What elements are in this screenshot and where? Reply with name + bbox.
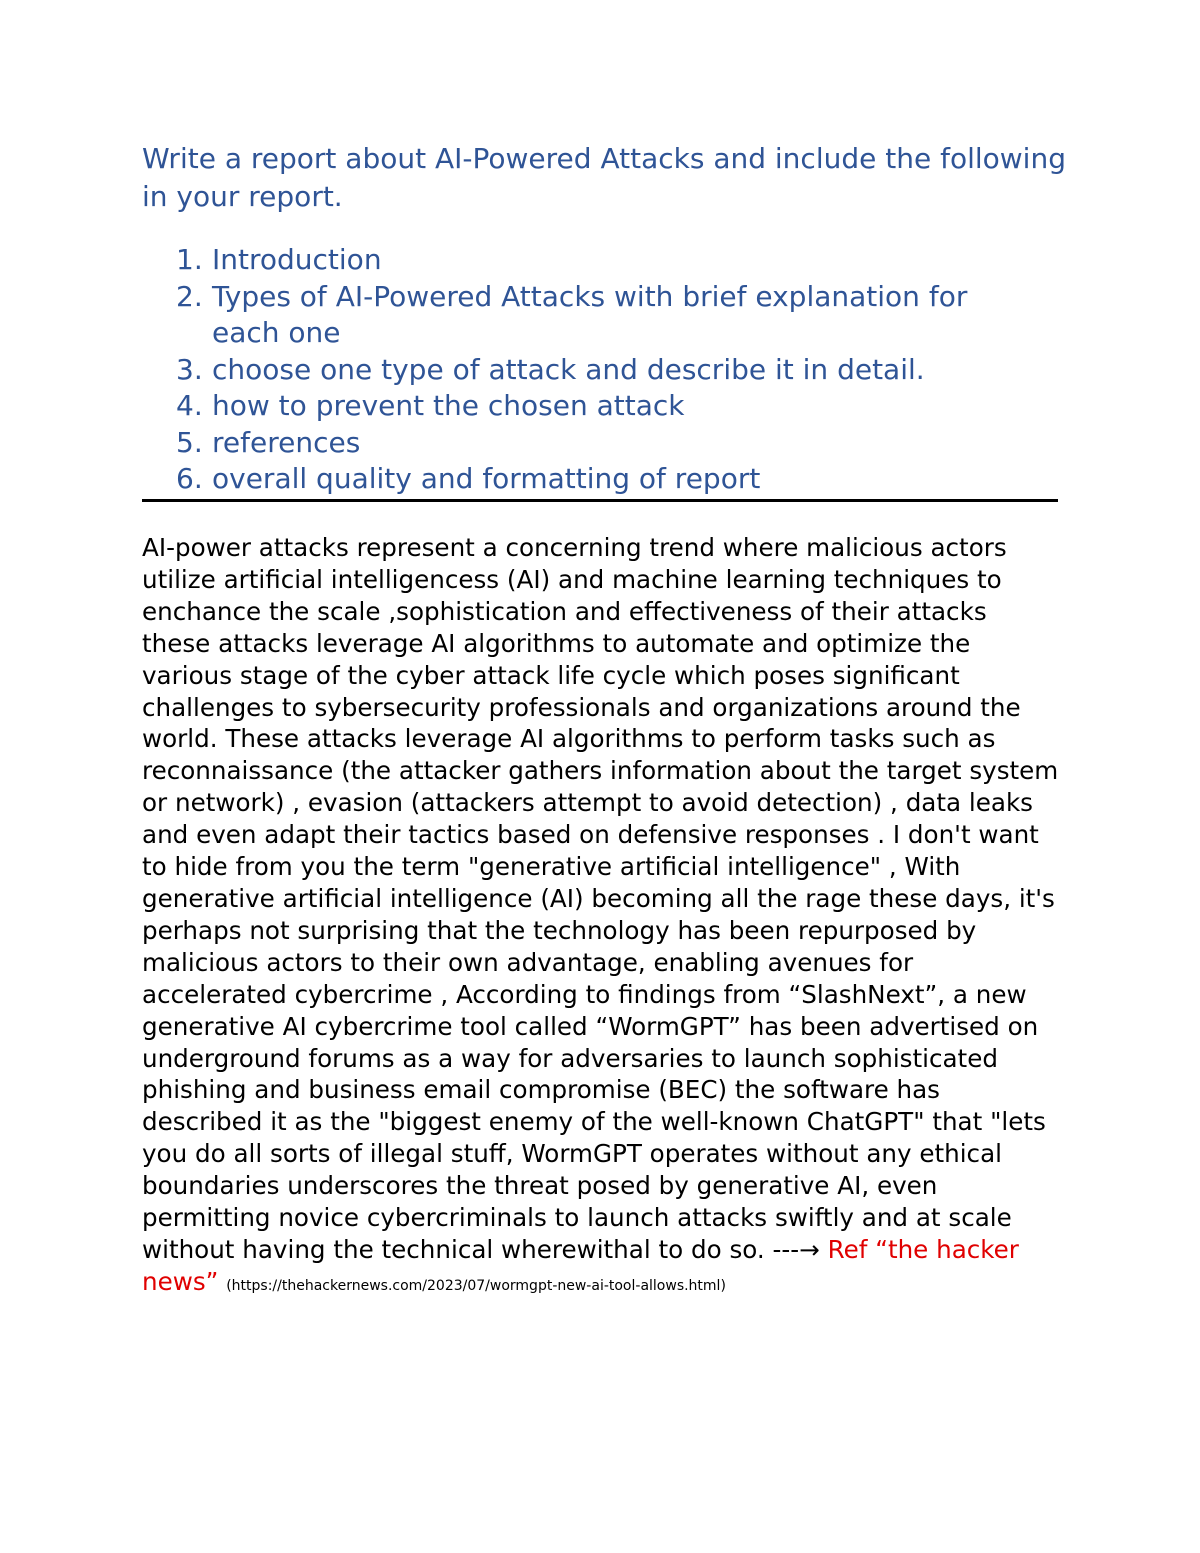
list-item xyxy=(142,352,1042,389)
list-number: 6. xyxy=(176,462,203,495)
list-item-text: overall quality and formatting of report xyxy=(212,462,761,495)
list-item xyxy=(142,242,1042,279)
list-item-text: Introduction xyxy=(212,243,382,276)
assignment-list xyxy=(142,242,1042,498)
list-item-text: choose one type of attack and describe it in detail. xyxy=(212,352,925,386)
list-number: 4. xyxy=(176,389,203,422)
arrow-icon: → xyxy=(799,1234,820,1264)
reference-label: Ref “the hacker news” xyxy=(142,1234,1019,1296)
list-number: 1. xyxy=(176,243,203,276)
list-number: 2. xyxy=(176,279,203,313)
list-item xyxy=(142,279,1042,352)
list-item xyxy=(142,388,1042,425)
assignment-heading: Write a report about AI-Powered Attacks and include the following in your report. xyxy=(142,142,1066,213)
section-divider xyxy=(142,499,1058,502)
report-body xyxy=(142,532,1062,1303)
list-item-text: references xyxy=(212,425,361,459)
list-item xyxy=(142,425,1042,462)
list-item xyxy=(142,461,1042,498)
list-number: 3. xyxy=(176,352,203,386)
report-body-text: AI-power attacks represent a concerning trend where malicious actors utilize artificial intelligencess (AI) and machine learning techniques to enchance the scale ,sophistication and effectiveness of their attacks these attacks leverage AI algorithms to automate and optimize the various stage of the cyber attack life cycle which poses significant challenges to sybersecurity professionals and organizations around the world. These attacks leverage AI algorithms to perform tasks such as reconnaissance (the attacker gathers information about the target system or network) , evasion (attackers attempt to avoid detection) , data leaks and even adapt their tactics based on defensive responses . I don't want to hide from you the term "generative artificial intelligence" , With generative artificial intelligence (AI) becoming all the rage these days, it's perhaps not surprising that the technology has been repurposed by malicious actors to their own advantage, enabling avenues for accelerated cybercrime , According to findings from “SlashNext”, a new generative AI cybercrime tool called “WormGPT” has been advertised on underground forums as a way for adversaries to launch sophisticated phishing and business email compromise (BEC) the software has described it as the "biggest enemy of the well-known ChatGPT" that "lets you do all sorts of illegal stuff, WormGPT operates without any ethical boundaries underscores the threat posed by generative AI, even permitting novice cybercriminals to launch attacks swiftly and at scale without having the technical wherewithal to do so. --- xyxy=(142,533,1059,1264)
list-item-text: Types of AI-Powered Attacks with brief explanation for each one xyxy=(212,279,968,349)
list-number: 5. xyxy=(176,425,203,459)
list-item-text: how to prevent the chosen attack xyxy=(212,389,685,422)
reference-url: (https://thehackernews.com/2023/07/wormgpt-new-ai-tool-allows.html) xyxy=(226,1277,726,1294)
